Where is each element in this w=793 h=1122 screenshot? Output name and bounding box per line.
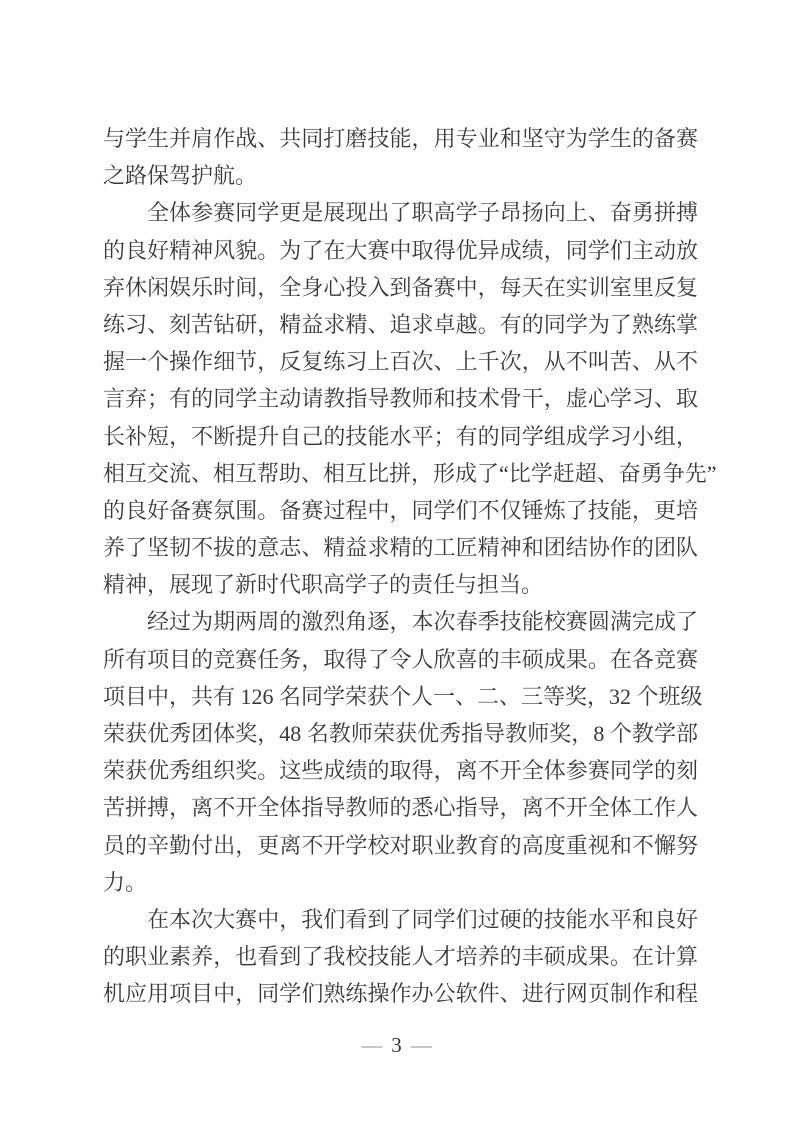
document-body-text [103,120,717,1013]
text-line: 与学生并肩作战、共同打磨技能，用专业和坚守为学生的备赛 [103,126,698,151]
text-line: 在本次大赛中，我们看到了同学们过硬的技能水平和良好 [147,906,698,932]
text-line: 员的辛勤付出，更离不开学校对职业教育的高度重视和不懈努 [103,832,698,858]
text-line: 所有项目的竞赛任务，取得了令人欣喜的丰硕成果。在各竞赛 [103,646,698,672]
text-line: 机应用项目中，同学们熟练操作办公软件、进行网页制作和程 [103,981,698,1007]
page-number: 3 [391,1033,402,1057]
text-line: 的良好精神风貌。为了在大赛中取得优异成绩，同学们主动放 [103,237,698,263]
text-line: 养了坚韧不拔的意志、精益求精的工匠精神和团结协作的团队 [103,535,698,561]
footer-dash-right: — [410,1033,432,1057]
text-line: 弃休闲娱乐时间，全身心投入到备赛中，每天在实训室里反复 [103,274,698,300]
text-line: 精神，展现了新时代职高学子的责任与担当。 [103,572,544,598]
text-line: 言弃；有的同学主动请教指导教师和技术骨干，虚心学习、取 [103,386,698,412]
text-line: 经过为期两周的激烈角逐，本次春季技能校赛圆满完成了 [147,609,698,635]
text-line: 荣获优秀团体奖，48 名教师荣获优秀指导教师奖，8 个教学部 [103,721,698,746]
text-line: 练习、刻苦钻研，精益求精、追求卓越。有的同学为了熟练掌 [103,311,698,337]
text-line: 项目中，共有 126 名同学荣获个人一、二、三等奖，32 个班级 [103,683,703,709]
page-footer [0,1033,793,1057]
text-line: 之路保驾护航。 [103,163,258,189]
text-line: 握一个操作细节，反复练习上百次、上千次，从不叫苦、从不 [103,349,698,375]
text-line: 苦拼搏，离不开全体指导教师的悉心指导，离不开全体工作人 [103,795,698,821]
text-line: 荣获优秀组织奖。这些成绩的取得，离不开全体参赛同学的刻 [103,758,698,784]
text-line: 相互交流、相互帮助、相互比拼，形成了“比学赶超、奋勇争先” [103,460,717,486]
footer-dash-left: — [361,1033,383,1057]
text-line: 的职业素养，也看到了我校技能人才培养的丰硕成果。在计算 [103,944,698,970]
text-line: 长补短，不断提升自己的技能水平；有的同学组成学习小组， [103,423,698,449]
text-line: 力。 [103,869,148,895]
text-line: 全体参赛同学更是展现出了职高学子昂扬向上、奋勇拼搏 [147,200,698,226]
text-line: 的良好备赛氛围。备赛过程中，同学们不仅锤炼了技能，更培 [103,497,698,523]
